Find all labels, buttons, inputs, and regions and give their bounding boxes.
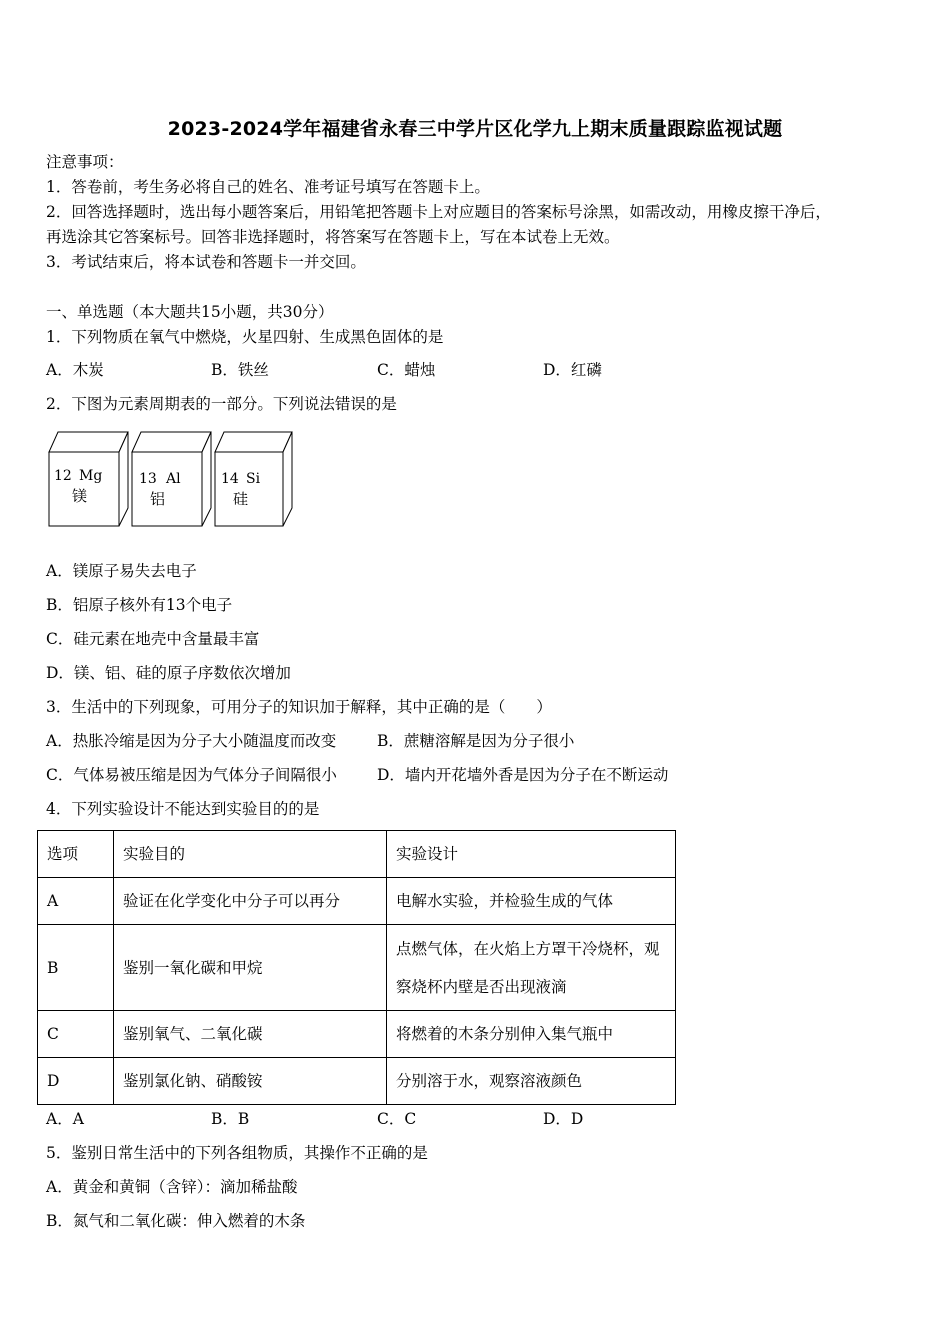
q3-option-a: A．热胀冷缩是因为分子大小随温度而改变 [46,732,337,750]
header-design: 实验设计 [387,831,676,878]
element-cell-si [215,432,292,526]
notice-item-2: 2．回答选择题时，选出每小题答案后，用铅笔把答题卡上对应题目的答案标号涂黑，如需改动，用橡皮擦干净后， [46,203,831,221]
row-design: 将燃着的木条分别伸入集气瓶中 [387,1011,676,1058]
element-number-si: 14 [221,471,239,487]
page-title: 2023-2024学年福建省永春三中学片区化学九上期末质量跟踪监视试题 [167,118,783,140]
row-purpose: 验证在化学变化中分子可以再分 [114,878,387,925]
q2-stem: 2．下图为元素周期表的一部分。下列说法错误的是 [46,395,397,413]
row-purpose: 鉴别一氧化碳和甲烷 [114,925,387,1011]
row-purpose: 鉴别氧气、二氧化碳 [114,1011,387,1058]
q2-option-a: A．镁原子易失去电子 [46,562,197,580]
q1-option-b: B．铁丝 [211,361,269,379]
notice-item-1: 1．答卷前，考生务必将自己的姓名、准考证号填写在答题卡上。 [46,178,490,196]
table-header-row [38,831,676,878]
row-design: 电解水实验，并检验生成的气体 [387,878,676,925]
q5-stem: 5．鉴别日常生活中的下列各组物质，其操作不正确的是 [46,1144,428,1162]
section-heading: 一、单选题（本大题共15小题，共30分） [46,303,334,321]
q1-option-c: C．蜡烛 [377,361,436,379]
row-option: B [38,925,114,1011]
element-symbol-mg: Mg [79,468,103,484]
table-row [38,925,676,1011]
q3-option-d: D．墙内开花墙外香是因为分子在不断运动 [377,766,669,784]
element-name-al: 铝 [150,490,166,508]
q4-option-b: B．B [211,1110,250,1128]
row-option: D [38,1058,114,1105]
element-symbol-si: Si [246,471,261,487]
q2-option-c: C．硅元素在地壳中含量最丰富 [46,630,260,648]
notice-item-3: 3．考试结束后，将本试卷和答题卡一并交回。 [46,253,366,271]
row-option: C [38,1011,114,1058]
q3-option-b: B．蔗糖溶解是因为分子很小 [377,732,575,750]
q1-option-d: D．红磷 [543,361,602,379]
q2-option-b: B．铝原子核外有13个电子 [46,596,233,614]
element-name-si: 硅 [233,490,249,508]
notice-heading: 注意事项： [46,153,124,171]
q4-stem: 4．下列实验设计不能达到实验目的的是 [46,800,320,818]
q1-option-a: A．木炭 [46,361,104,379]
q5-option-b: B．氮气和二氧化碳：伸入燃着的木条 [46,1212,306,1230]
row-design: 分别溶于水，观察溶液颜色 [387,1058,676,1105]
element-number-mg: 12 [54,468,72,484]
table-row [38,1058,676,1105]
element-symbol-al: Al [166,471,181,487]
header-option: 选项 [38,831,114,878]
row-design: 点燃气体，在火焰上方罩干冷烧杯，观察烧杯内壁是否出现液滴 [387,925,676,1011]
notice-item-2-cont: 再选涂其它答案标号。回答非选择题时，将答案写在答题卡上，写在本试卷上无效。 [46,228,620,246]
q4-option-a: A．A [46,1110,84,1128]
q2-option-d: D．镁、铝、硅的原子序数依次增加 [46,664,291,682]
periodic-table-excerpt [46,428,296,530]
element-name-mg: 镁 [72,487,88,505]
q5-option-a: A．黄金和黄铜（含锌）：滴加稀盐酸 [46,1178,298,1196]
table-row [38,878,676,925]
element-number-al: 13 [139,471,157,487]
q4-experiment-table [37,830,676,1105]
element-cell-mg [49,432,128,526]
row-purpose: 鉴别氯化钠、硝酸铵 [114,1058,387,1105]
row-option: A [38,878,114,925]
q4-option-d: D．D [543,1110,584,1128]
table-row [38,1011,676,1058]
q3-stem: 3．生活中的下列现象，可用分子的知识加于解释，其中正确的是（ ） [46,698,552,716]
q4-option-c: C．C [377,1110,417,1128]
header-purpose: 实验目的 [114,831,387,878]
q1-stem: 1．下列物质在氧气中燃烧，火星四射、生成黑色固体的是 [46,328,444,346]
element-cell-al [132,432,211,526]
q3-option-c: C．气体易被压缩是因为气体分子间隔很小 [46,766,337,784]
